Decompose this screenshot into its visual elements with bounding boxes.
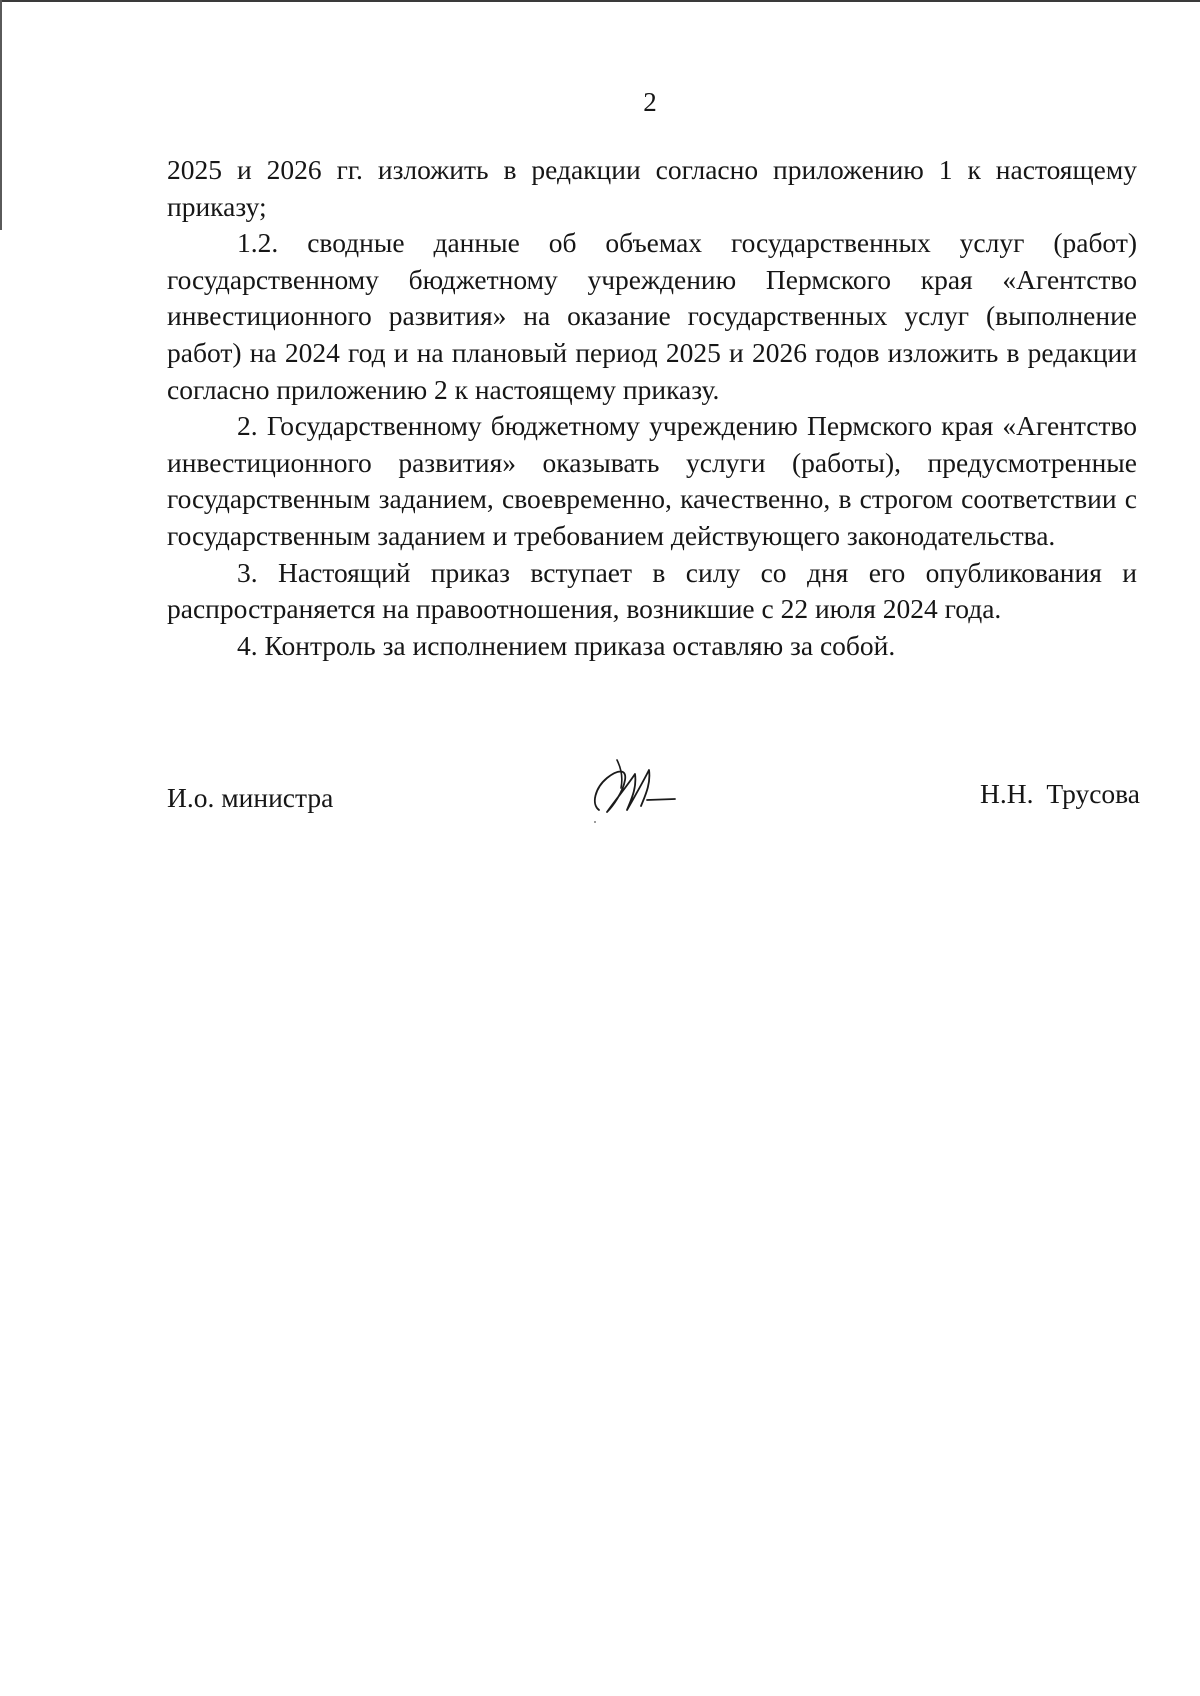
paragraph-1-2: 1.2. сводные данные об объемах государственных услуг (работ) государственному бюджетному учреждению Пермского края «Агентство инвестиционного развития» на оказание государственных услуг (выполнение работ) на 2024 год и на плановый период 2025 и 2026 годов изложить в редакции согласно приложению 2 к настоящему приказу. bbox=[167, 227, 1137, 405]
document-body bbox=[167, 152, 1137, 664]
handwritten-signature bbox=[577, 748, 687, 828]
paragraph-continuation: 2025 и 2026 гг. изложить в редакции согласно приложению 1 к настоящему приказу; bbox=[167, 154, 1137, 222]
scan-edge-top bbox=[0, 0, 1200, 2]
paragraph-3: 3. Настоящий приказ вступает в силу со дня его опубликования и распространяется на правоотношения, возникшие с 22 июля 2024 года. bbox=[167, 556, 1137, 625]
signature-block bbox=[167, 774, 1140, 864]
page-number: 2 bbox=[643, 87, 657, 117]
paragraph-2: 2. Государственному бюджетному учреждению Пермского края «Агентство инвестиционного развития» оказывать услуги (работы), предусмотренные государственным заданием, своевременно, качественно, в строгом соответствии с государственным заданием и требованием действующего законодательства. bbox=[167, 410, 1137, 551]
signatory-name: Н.Н. Трусова bbox=[979, 778, 1140, 809]
paragraph-4: 4. Контроль за исполнением приказа оставляю за собой. bbox=[237, 629, 896, 661]
signatory-title: И.о. министра bbox=[167, 782, 334, 813]
